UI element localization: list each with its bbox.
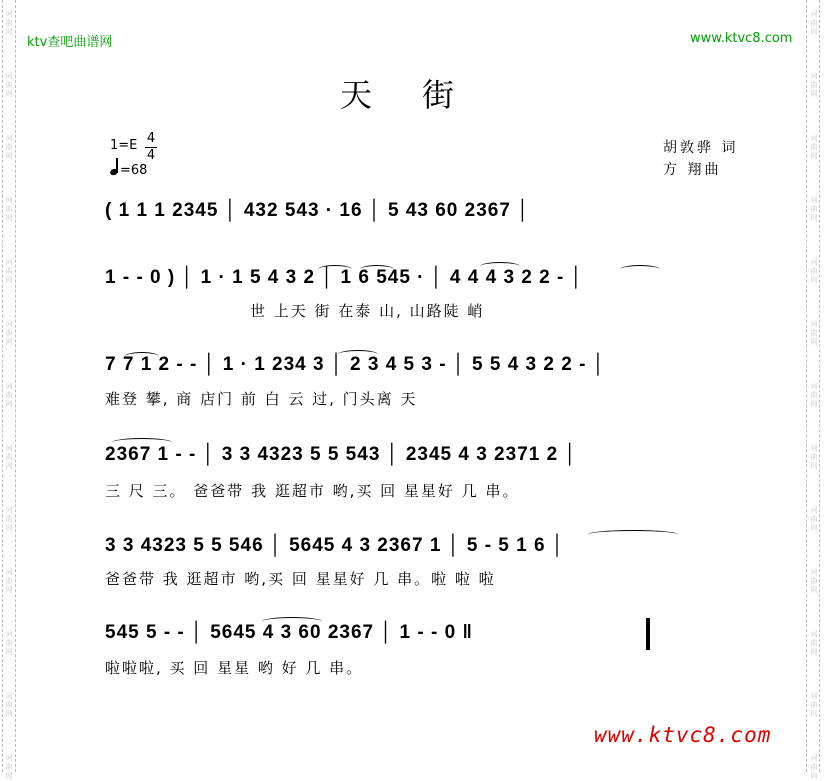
side-watermark-text: 词 曲 网 [810,630,818,656]
lyrics-line-6: 啦啦啦, 买 回 星星 哟 好 几 串。 [105,659,364,677]
side-watermark-text: 词 曲 网 [5,382,13,408]
side-watermark-text: 词 曲 网 [5,72,13,98]
score-line-6: 545 5 - - │ 5645 4 3 60 2367 │ 1 - - 0 ‖ [105,622,473,643]
lyrics-line-3: 难登 攀, 商 店门 前 白 云 过, 门头离 天 [105,390,418,408]
side-watermark-text: 词 曲 网 [810,568,818,594]
side-watermark-text: 词 曲 网 [810,196,818,222]
score-line-3: 7 7 1 2 - - │ 1 · 1 234 3 │ 2 3 4 5 3 - │ 5 5 4 3 2 2 - │ [105,354,606,375]
side-watermark-text: 词 曲 网 [5,10,13,36]
side-watermark-text: 词 曲 网 [810,444,818,470]
side-watermark-text: 词 曲 网 [5,320,13,346]
brand-watermark: www.ktvc8.com [594,723,772,747]
side-watermark-text: 词 曲 网 [5,506,13,532]
side-watermark-text: 词 曲 网 [5,754,13,780]
side-watermark-text: 词 曲 网 [810,506,818,532]
quarter-note-icon [110,158,120,178]
composer-credit: 方 翔曲 [663,162,722,178]
slur [262,617,322,626]
slur [125,352,159,361]
slur [588,530,678,539]
side-watermark-text: 词 曲 网 [5,692,13,718]
score-line-5: 3 3 4323 5 5 546 │ 5645 4 3 2367 1 │ 5 - 5 1 6 │ [105,535,565,556]
side-watermark-text: 词 曲 网 [810,134,818,160]
slur [318,265,352,274]
slur [620,265,660,274]
side-watermark-text: 词 曲 网 [5,630,13,656]
tempo-marking [110,158,147,178]
key-signature: 1=E [110,138,138,153]
time-sig-top: 4 [146,131,156,146]
tempo-value: =68 [120,163,148,178]
lyrics-line-2: 世 上天 街 在泰 山, 山路陡 峭 [250,302,485,320]
lyrics-line-5: 爸爸带 我 逛超市 哟,买 回 星星好 几 串。啦 啦 啦 [105,570,496,588]
time-sig-bottom: 4 [146,148,156,163]
side-watermark-text: 词 曲 网 [810,10,818,36]
side-watermark-text: 词 曲 网 [5,258,13,284]
credits [663,137,738,181]
score-line-2: 1 - - 0 ) │ 1 · 1 5 4 3 2 │ 1 6 545 · │ 4 4 4 3 2 2 - │ [105,267,584,288]
slur [480,262,520,271]
site-name-left[interactable]: ktv查吧曲谱网 [27,35,113,50]
lyricist-credit: 胡敦骅 词 [663,140,739,156]
side-watermark-text: 词 曲 网 [810,382,818,408]
slur [360,265,394,274]
final-barline [646,618,650,650]
score-line-4: 2367 1 - - │ 3 3 4323 5 5 543 │ 2345 4 3 2371 2 │ [105,444,578,465]
side-watermark-text: 词 曲 网 [5,134,13,160]
side-watermark-text: 词 曲 网 [810,692,818,718]
site-url-right[interactable]: www.ktvc8.com [690,31,793,46]
score-line-1: ( 1 1 1 2345 │ 432 543 · 16 │ 5 43 60 2367 │ [105,200,531,221]
lyrics-line-4: 三 尺 三。 爸爸带 我 逛超市 哟,买 回 星星好 几 串。 [105,482,520,500]
side-watermark-text: 词 曲 网 [5,196,13,222]
side-watermark-text: 词 曲 网 [810,320,818,346]
side-watermark-text: 词 曲 网 [5,444,13,470]
side-watermark-text: 词 曲 网 [810,258,818,284]
song-title: 天街 [340,76,505,114]
slur [338,350,378,359]
side-watermark-text: 词 曲 网 [810,754,818,780]
side-watermark-text: 词 曲 网 [5,568,13,594]
side-watermark-text: 词 曲 网 [810,72,818,98]
slur [112,438,172,447]
